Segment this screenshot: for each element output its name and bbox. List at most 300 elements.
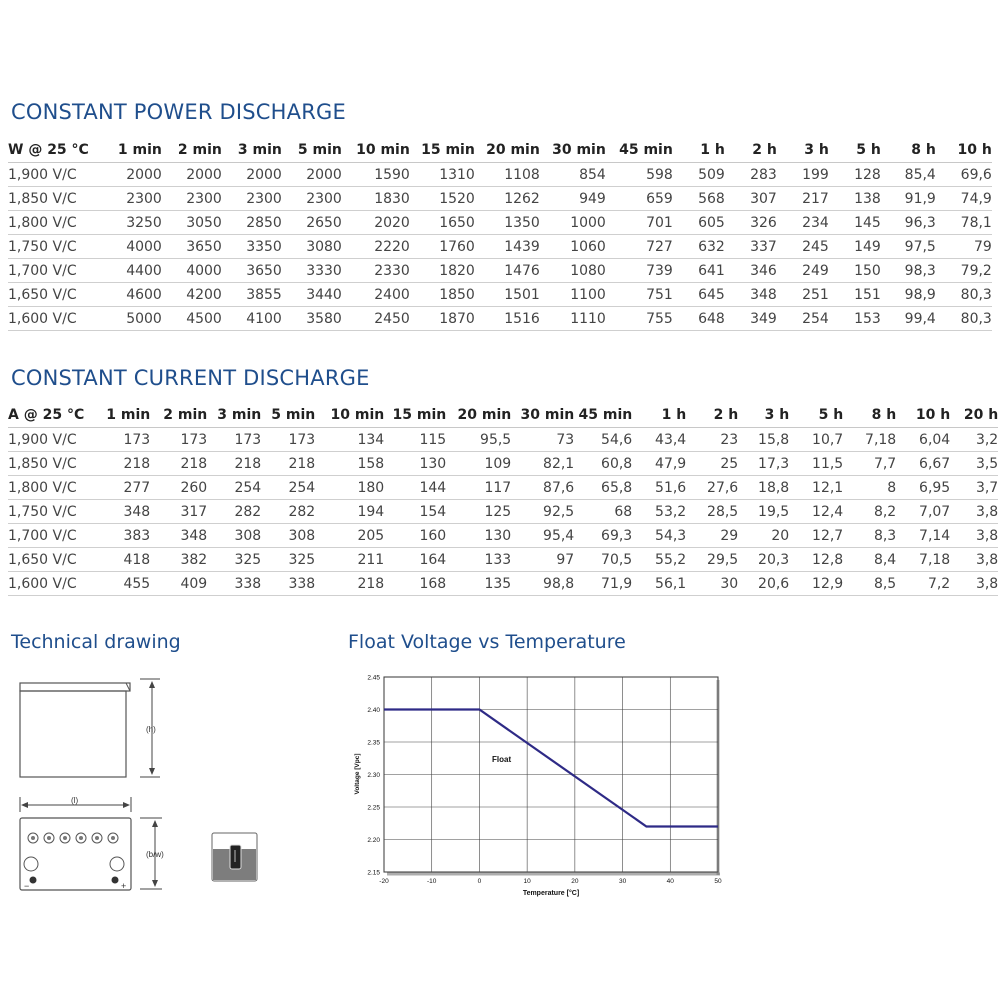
value-cell: 1262 xyxy=(475,187,540,211)
value-cell: 2850 xyxy=(222,211,282,235)
table-row xyxy=(8,283,992,307)
value-cell: 4100 xyxy=(222,307,282,331)
value-cell: 54,3 xyxy=(632,524,686,548)
value-cell: 56,1 xyxy=(632,572,686,596)
value-cell: 2400 xyxy=(342,283,410,307)
value-cell: 164 xyxy=(384,548,446,572)
value-cell: 1520 xyxy=(410,187,475,211)
value-cell: 12,1 xyxy=(789,476,843,500)
value-cell: 598 xyxy=(606,163,673,187)
value-cell: 7,14 xyxy=(896,524,950,548)
current-title: CONSTANT CURRENT DISCHARGE xyxy=(11,366,370,390)
y-tick-label: 2.25 xyxy=(367,804,380,812)
value-cell: 73 xyxy=(511,428,574,452)
duration-header: 30 min xyxy=(540,138,606,163)
value-cell: 254 xyxy=(261,476,315,500)
value-cell: 6,67 xyxy=(896,452,950,476)
value-cell: 277 xyxy=(84,476,150,500)
negative-terminal xyxy=(30,877,37,884)
duration-header: 10 min xyxy=(315,403,384,428)
value-cell: 20 xyxy=(738,524,789,548)
duration-header: 5 h xyxy=(789,403,843,428)
value-cell: 95,5 xyxy=(446,428,511,452)
value-cell: 65,8 xyxy=(574,476,632,500)
value-cell: 150 xyxy=(829,259,881,283)
duration-header: 2 min xyxy=(150,403,207,428)
table-row xyxy=(8,187,992,211)
x-tick-label: 50 xyxy=(714,878,722,885)
value-cell: 135 xyxy=(446,572,511,596)
table-row xyxy=(8,476,998,500)
value-cell: 3,2 xyxy=(950,428,998,452)
value-cell: 218 xyxy=(315,572,384,596)
battery-side-view xyxy=(20,683,130,777)
value-cell: 2000 xyxy=(89,163,162,187)
cutoff-voltage-cell: 1,650 V/C xyxy=(8,283,89,307)
value-cell: 1760 xyxy=(410,235,475,259)
value-cell: 8 xyxy=(843,476,896,500)
table-row xyxy=(8,163,992,187)
table-row xyxy=(8,259,992,283)
value-cell: 308 xyxy=(261,524,315,548)
value-cell: 218 xyxy=(150,452,207,476)
value-cell: 128 xyxy=(829,163,881,187)
value-cell: 326 xyxy=(725,211,777,235)
current-header-row xyxy=(8,403,998,428)
value-cell: 751 xyxy=(606,283,673,307)
duration-header: 10 min xyxy=(342,138,410,163)
duration-header: 20 h xyxy=(950,403,998,428)
value-cell: 1476 xyxy=(475,259,540,283)
duration-header: 45 min xyxy=(606,138,673,163)
value-cell: 5000 xyxy=(89,307,162,331)
value-cell: 4500 xyxy=(162,307,222,331)
y-tick-label: 2.15 xyxy=(367,869,380,877)
value-cell: 568 xyxy=(673,187,725,211)
value-cell: 74,9 xyxy=(936,187,992,211)
value-cell: 173 xyxy=(150,428,207,452)
value-cell: 3350 xyxy=(222,235,282,259)
value-cell: 3,8 xyxy=(950,572,998,596)
y-axis-label: Voltage [Vpc] xyxy=(354,753,361,795)
duration-header: 15 min xyxy=(384,403,446,428)
value-cell: 95,4 xyxy=(511,524,574,548)
value-cell: 7,18 xyxy=(896,548,950,572)
table-row xyxy=(8,548,998,572)
value-cell: 20,6 xyxy=(738,572,789,596)
value-cell: 17,3 xyxy=(738,452,789,476)
x-tick-labels xyxy=(379,878,722,885)
value-cell: 173 xyxy=(261,428,315,452)
value-cell: 125 xyxy=(446,500,511,524)
value-cell: 7,07 xyxy=(896,500,950,524)
value-cell: 115 xyxy=(384,428,446,452)
value-cell: 348 xyxy=(725,283,777,307)
y-tick-labels xyxy=(367,675,380,877)
value-cell: 27,6 xyxy=(686,476,738,500)
chart-title: Float Voltage vs Temperature xyxy=(348,631,626,653)
value-cell: 1080 xyxy=(540,259,606,283)
value-cell: 7,7 xyxy=(843,452,896,476)
table-row xyxy=(8,452,998,476)
value-cell: 134 xyxy=(315,428,384,452)
value-cell: 337 xyxy=(725,235,777,259)
value-cell: 1350 xyxy=(475,211,540,235)
value-cell: 8,2 xyxy=(843,500,896,524)
value-cell: 12,8 xyxy=(789,548,843,572)
table-row xyxy=(8,428,998,452)
value-cell: 12,4 xyxy=(789,500,843,524)
table-row xyxy=(8,500,998,524)
value-cell: 308 xyxy=(207,524,261,548)
duration-header: 2 min xyxy=(162,138,222,163)
value-cell: 755 xyxy=(606,307,673,331)
length-dimension xyxy=(20,796,131,812)
value-cell: 20,3 xyxy=(738,548,789,572)
value-cell: 154 xyxy=(384,500,446,524)
duration-header: 3 h xyxy=(738,403,789,428)
x-tick-label: 0 xyxy=(477,878,482,885)
value-cell: 23 xyxy=(686,428,738,452)
value-cell: 383 xyxy=(84,524,150,548)
value-cell: 145 xyxy=(829,211,881,235)
value-cell: 98,8 xyxy=(511,572,574,596)
duration-header: 1 h xyxy=(673,138,725,163)
value-cell: 133 xyxy=(446,548,511,572)
value-cell: 348 xyxy=(150,524,207,548)
value-cell: 158 xyxy=(315,452,384,476)
value-cell: 173 xyxy=(207,428,261,452)
value-cell: 79,2 xyxy=(936,259,992,283)
value-cell: 6,95 xyxy=(896,476,950,500)
value-cell: 254 xyxy=(777,307,829,331)
cutoff-voltage-cell: 1,750 V/C xyxy=(8,500,84,524)
value-cell: 1820 xyxy=(410,259,475,283)
value-cell: 245 xyxy=(777,235,829,259)
value-cell: 4000 xyxy=(89,235,162,259)
value-cell: 346 xyxy=(725,259,777,283)
duration-header: 8 h xyxy=(881,138,936,163)
value-cell: 80,3 xyxy=(936,307,992,331)
x-tick-label: -10 xyxy=(427,878,437,885)
value-cell: 2000 xyxy=(162,163,222,187)
x-tick-label: 10 xyxy=(523,878,531,885)
value-cell: 4000 xyxy=(162,259,222,283)
value-cell: 1830 xyxy=(342,187,410,211)
value-cell: 382 xyxy=(150,548,207,572)
value-cell: 144 xyxy=(384,476,446,500)
value-cell: 7,2 xyxy=(896,572,950,596)
minus-sign: − xyxy=(24,881,30,891)
value-cell: 645 xyxy=(673,283,725,307)
value-cell: 2330 xyxy=(342,259,410,283)
value-cell: 348 xyxy=(84,500,150,524)
reference-header: W @ 25 °C xyxy=(8,138,89,163)
value-cell: 85,4 xyxy=(881,163,936,187)
value-cell: 153 xyxy=(829,307,881,331)
value-cell: 80,3 xyxy=(936,283,992,307)
x-axis-label: Temperature [°C] xyxy=(522,890,580,897)
value-cell: 8,3 xyxy=(843,524,896,548)
cutoff-voltage-cell: 1,600 V/C xyxy=(8,572,84,596)
current-discharge-table xyxy=(8,403,998,596)
value-cell: 1100 xyxy=(540,283,606,307)
value-cell: 2000 xyxy=(222,163,282,187)
value-cell: 3250 xyxy=(89,211,162,235)
table-row xyxy=(8,211,992,235)
value-cell: 205 xyxy=(315,524,384,548)
y-tick-label: 2.30 xyxy=(367,772,380,779)
value-cell: 218 xyxy=(261,452,315,476)
table-row xyxy=(8,572,998,596)
y-tick-label: 2.20 xyxy=(367,837,380,844)
value-cell: 149 xyxy=(829,235,881,259)
value-cell: 70,5 xyxy=(574,548,632,572)
cutoff-voltage-cell: 1,700 V/C xyxy=(8,259,89,283)
cutoff-voltage-cell: 1,850 V/C xyxy=(8,187,89,211)
power-header-row xyxy=(8,138,992,163)
table-row xyxy=(8,307,992,331)
value-cell: 1060 xyxy=(540,235,606,259)
terminal-detail-icon xyxy=(212,833,257,881)
width-dimension xyxy=(140,818,164,889)
value-cell: 4400 xyxy=(89,259,162,283)
duration-header: 2 h xyxy=(725,138,777,163)
value-cell: 130 xyxy=(384,452,446,476)
cutoff-voltage-cell: 1,900 V/C xyxy=(8,428,84,452)
duration-header: 1 min xyxy=(84,403,150,428)
value-cell: 283 xyxy=(725,163,777,187)
duration-header: 15 min xyxy=(410,138,475,163)
value-cell: 3,8 xyxy=(950,548,998,572)
value-cell: 180 xyxy=(315,476,384,500)
value-cell: 2300 xyxy=(162,187,222,211)
value-cell: 1590 xyxy=(342,163,410,187)
y-tick-label: 2.45 xyxy=(367,674,380,682)
duration-header: 3 h xyxy=(777,138,829,163)
value-cell: 18,8 xyxy=(738,476,789,500)
value-cell: 98,9 xyxy=(881,283,936,307)
value-cell: 82,1 xyxy=(511,452,574,476)
value-cell: 234 xyxy=(777,211,829,235)
duration-header: 1 min xyxy=(89,138,162,163)
value-cell: 173 xyxy=(84,428,150,452)
battery-top-view xyxy=(20,818,131,891)
height-label: (h) xyxy=(146,725,156,734)
value-cell: 3650 xyxy=(222,259,282,283)
value-cell: 97,5 xyxy=(881,235,936,259)
value-cell: 1439 xyxy=(475,235,540,259)
duration-header: 20 min xyxy=(446,403,511,428)
value-cell: 151 xyxy=(829,283,881,307)
value-cell: 43,4 xyxy=(632,428,686,452)
value-cell: 92,5 xyxy=(511,500,574,524)
value-cell: 2300 xyxy=(282,187,342,211)
value-cell: 218 xyxy=(207,452,261,476)
value-cell: 632 xyxy=(673,235,725,259)
value-cell: 325 xyxy=(207,548,261,572)
value-cell: 325 xyxy=(261,548,315,572)
value-cell: 307 xyxy=(725,187,777,211)
value-cell: 727 xyxy=(606,235,673,259)
value-cell: 2000 xyxy=(282,163,342,187)
value-cell: 409 xyxy=(150,572,207,596)
duration-header: 1 h xyxy=(632,403,686,428)
duration-header: 10 h xyxy=(936,138,992,163)
duration-header: 5 min xyxy=(282,138,342,163)
value-cell: 3,8 xyxy=(950,500,998,524)
value-cell: 2300 xyxy=(89,187,162,211)
value-cell: 4200 xyxy=(162,283,222,307)
value-cell: 55,2 xyxy=(632,548,686,572)
value-cell: 1516 xyxy=(475,307,540,331)
value-cell: 25 xyxy=(686,452,738,476)
value-cell: 2020 xyxy=(342,211,410,235)
value-cell: 30 xyxy=(686,572,738,596)
value-cell: 2220 xyxy=(342,235,410,259)
duration-header: 45 min xyxy=(574,403,632,428)
value-cell: 2650 xyxy=(282,211,342,235)
power-title: CONSTANT POWER DISCHARGE xyxy=(11,100,346,124)
duration-header: 8 h xyxy=(843,403,896,428)
height-dimension xyxy=(140,679,160,777)
value-cell: 12,9 xyxy=(789,572,843,596)
value-cell: 130 xyxy=(446,524,511,548)
value-cell: 117 xyxy=(446,476,511,500)
value-cell: 79 xyxy=(936,235,992,259)
value-cell: 11,5 xyxy=(789,452,843,476)
value-cell: 1650 xyxy=(410,211,475,235)
value-cell: 3440 xyxy=(282,283,342,307)
duration-header: 5 h xyxy=(829,138,881,163)
duration-header: 5 min xyxy=(261,403,315,428)
value-cell: 3855 xyxy=(222,283,282,307)
value-cell: 3650 xyxy=(162,235,222,259)
value-cell: 194 xyxy=(315,500,384,524)
value-cell: 28,5 xyxy=(686,500,738,524)
float-series-label: Float xyxy=(492,755,512,764)
value-cell: 1310 xyxy=(410,163,475,187)
plus-sign: + xyxy=(121,881,127,891)
duration-header: 10 h xyxy=(896,403,950,428)
cutoff-voltage-cell: 1,700 V/C xyxy=(8,524,84,548)
value-cell: 3580 xyxy=(282,307,342,331)
value-cell: 68 xyxy=(574,500,632,524)
value-cell: 8,4 xyxy=(843,548,896,572)
value-cell: 739 xyxy=(606,259,673,283)
value-cell: 3080 xyxy=(282,235,342,259)
value-cell: 168 xyxy=(384,572,446,596)
value-cell: 29,5 xyxy=(686,548,738,572)
cutoff-voltage-cell: 1,900 V/C xyxy=(8,163,89,187)
value-cell: 96,3 xyxy=(881,211,936,235)
value-cell: 251 xyxy=(777,283,829,307)
value-cell: 53,2 xyxy=(632,500,686,524)
value-cell: 138 xyxy=(829,187,881,211)
length-label: (l) xyxy=(71,796,79,805)
value-cell: 282 xyxy=(207,500,261,524)
x-tick-label: 20 xyxy=(571,878,579,885)
value-cell: 1850 xyxy=(410,283,475,307)
value-cell: 217 xyxy=(777,187,829,211)
table-row xyxy=(8,235,992,259)
value-cell: 10,7 xyxy=(789,428,843,452)
value-cell: 949 xyxy=(540,187,606,211)
reference-header: A @ 25 °C xyxy=(8,403,84,428)
value-cell: 249 xyxy=(777,259,829,283)
value-cell: 8,5 xyxy=(843,572,896,596)
value-cell: 2300 xyxy=(222,187,282,211)
x-tick-label: 40 xyxy=(666,878,674,885)
value-cell: 605 xyxy=(673,211,725,235)
value-cell: 254 xyxy=(207,476,261,500)
cutoff-voltage-cell: 1,750 V/C xyxy=(8,235,89,259)
duration-header: 3 min xyxy=(207,403,261,428)
value-cell: 51,6 xyxy=(632,476,686,500)
value-cell: 3,5 xyxy=(950,452,998,476)
duration-header: 3 min xyxy=(222,138,282,163)
value-cell: 71,9 xyxy=(574,572,632,596)
value-cell: 1108 xyxy=(475,163,540,187)
value-cell: 47,9 xyxy=(632,452,686,476)
width-label: (b/w) xyxy=(146,850,164,859)
value-cell: 91,9 xyxy=(881,187,936,211)
value-cell: 854 xyxy=(540,163,606,187)
cutoff-voltage-cell: 1,800 V/C xyxy=(8,476,84,500)
value-cell: 509 xyxy=(673,163,725,187)
value-cell: 98,3 xyxy=(881,259,936,283)
value-cell: 7,18 xyxy=(843,428,896,452)
value-cell: 78,1 xyxy=(936,211,992,235)
cutoff-voltage-cell: 1,800 V/C xyxy=(8,211,89,235)
value-cell: 60,8 xyxy=(574,452,632,476)
value-cell: 87,6 xyxy=(511,476,574,500)
value-cell: 349 xyxy=(725,307,777,331)
value-cell: 218 xyxy=(84,452,150,476)
value-cell: 3,8 xyxy=(950,524,998,548)
value-cell: 1110 xyxy=(540,307,606,331)
duration-header: 30 min xyxy=(511,403,574,428)
value-cell: 659 xyxy=(606,187,673,211)
value-cell: 260 xyxy=(150,476,207,500)
x-tick-label: 30 xyxy=(618,878,627,885)
value-cell: 54,6 xyxy=(574,428,632,452)
drawing-title: Technical drawing xyxy=(11,631,181,653)
value-cell: 4600 xyxy=(89,283,162,307)
value-cell: 3,7 xyxy=(950,476,998,500)
table-row xyxy=(8,524,998,548)
value-cell: 338 xyxy=(261,572,315,596)
value-cell: 99,4 xyxy=(881,307,936,331)
cutoff-voltage-cell: 1,650 V/C xyxy=(8,548,84,572)
value-cell: 1870 xyxy=(410,307,475,331)
y-tick-label: 2.40 xyxy=(367,707,380,714)
value-cell: 701 xyxy=(606,211,673,235)
value-cell: 1501 xyxy=(475,283,540,307)
value-cell: 641 xyxy=(673,259,725,283)
value-cell: 69,3 xyxy=(574,524,632,548)
float-voltage-chart xyxy=(340,668,740,908)
value-cell: 109 xyxy=(446,452,511,476)
value-cell: 29 xyxy=(686,524,738,548)
duration-header: 20 min xyxy=(475,138,540,163)
value-cell: 282 xyxy=(261,500,315,524)
value-cell: 160 xyxy=(384,524,446,548)
positive-terminal xyxy=(112,877,119,884)
power-discharge-table xyxy=(8,138,992,331)
value-cell: 3330 xyxy=(282,259,342,283)
value-cell: 97 xyxy=(511,548,574,572)
